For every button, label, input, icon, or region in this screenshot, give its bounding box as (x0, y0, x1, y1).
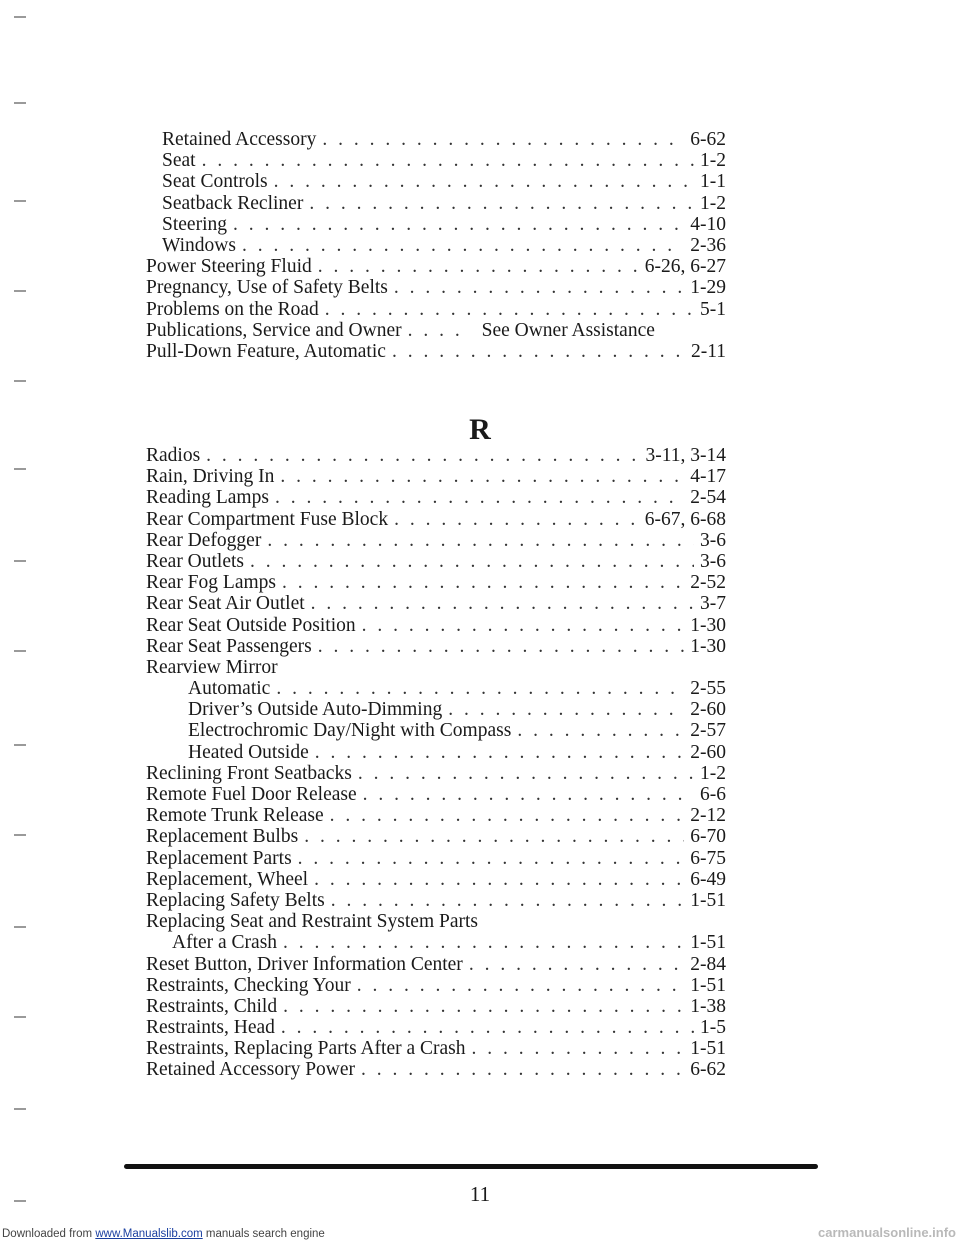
index-entry (146, 1017, 726, 1038)
download-watermark (2, 1228, 325, 1240)
index-entry (146, 299, 726, 320)
index-entry-page: 3-11, 3-14 (645, 445, 726, 466)
index-entry-label: Rear Compartment Fuse Block (146, 508, 389, 530)
index-entry-page: 3-6 (700, 529, 726, 551)
index-entry (146, 784, 726, 805)
index-entry-label: Publications, Service and Owner (146, 319, 402, 341)
index-entry-page: 5-1 (700, 298, 726, 320)
index-entry (146, 572, 726, 593)
dot-leader (408, 320, 468, 341)
scan-tick (14, 744, 26, 746)
index-section-p (146, 129, 726, 362)
index-entry (146, 826, 726, 847)
dot-leader (517, 720, 684, 741)
index-entry-label: Driver’s Outside Auto-Dimming (188, 699, 443, 721)
index-entry-label: Rear Seat Outside Position (146, 614, 356, 636)
index-entry-page: 1-30 (690, 635, 726, 657)
index-entry-page: 1-30 (690, 614, 726, 636)
index-entry-label: Retained Accessory (162, 129, 317, 150)
scan-tick (14, 834, 26, 836)
index-entry-label: Rear Outlets (146, 550, 245, 572)
index-entry (146, 720, 726, 741)
index-entry-page: 1-51 (690, 974, 726, 996)
index-entry (146, 235, 726, 256)
scan-tick (14, 16, 26, 18)
index-entry-label: Electrochromic Day/Night with Compass (188, 720, 512, 742)
index-entry-label: Remote Trunk Release (146, 805, 324, 827)
dot-leader (394, 509, 639, 530)
index-entry-page: 2-36 (690, 234, 726, 256)
dot-leader (281, 1017, 694, 1038)
index-entry-label: Rear Defogger (146, 529, 262, 551)
index-entry-label: Replacing Safety Belts (146, 889, 325, 911)
dot-leader (469, 954, 684, 975)
index-entry (146, 699, 726, 720)
index-entry-label: Steering (162, 213, 227, 235)
dot-leader (304, 826, 684, 847)
index-entry (146, 911, 726, 932)
index-entry-label: Seatback Recliner (162, 192, 304, 214)
index-section-r (146, 445, 726, 1081)
dot-leader (363, 784, 694, 805)
index-entry-label: Automatic (188, 678, 271, 700)
dot-leader (311, 593, 694, 614)
dot-leader (322, 129, 684, 150)
index-entry-page: 1-51 (690, 889, 726, 911)
index-entry-label: Radios (146, 445, 201, 466)
index-entry (146, 805, 726, 826)
dot-leader (283, 932, 684, 953)
footer-rule (124, 1164, 818, 1169)
index-entry (146, 193, 726, 214)
dot-leader (283, 996, 684, 1017)
index-entry-label: Rear Fog Lamps (146, 572, 276, 594)
scan-tick (14, 560, 26, 562)
index-entry-page: See Owner Assistance (481, 319, 655, 341)
index-entry-label: Replacement Bulbs (146, 826, 299, 848)
watermark-prefix: Downloaded from (2, 1228, 96, 1240)
index-entry (146, 932, 726, 953)
dot-leader (330, 805, 685, 826)
dot-leader (274, 171, 694, 192)
dot-leader (394, 277, 684, 298)
index-entry-page: 6-67, 6-68 (644, 508, 726, 530)
index-entry-page: 4-10 (690, 213, 726, 235)
scan-tick (14, 200, 26, 202)
index-entry-page: 1-38 (690, 995, 726, 1017)
index-entry (146, 848, 726, 869)
index-entry (146, 615, 726, 636)
index-entry-label: Reset Button, Driver Information Center (146, 953, 463, 975)
index-entry-page: 1-5 (700, 1017, 726, 1039)
dot-leader (276, 678, 684, 699)
index-entry (146, 150, 726, 171)
index-entry-page: 6-70 (690, 826, 726, 848)
index-entry-page: 1-51 (690, 932, 726, 954)
index-entry (146, 341, 726, 362)
index-entry-page: 1-2 (700, 192, 726, 214)
dot-leader (298, 848, 685, 869)
index-entry-page: 1-2 (700, 150, 726, 172)
index-entry (146, 551, 726, 572)
scan-tick (14, 468, 26, 470)
dot-leader (250, 551, 694, 572)
scan-tick (14, 290, 26, 292)
index-entry-page: 2-57 (690, 720, 726, 742)
index-entry (146, 129, 726, 150)
index-entry (146, 1059, 726, 1080)
index-entry-label: Restraints, Child (146, 995, 278, 1017)
index-entry (146, 214, 726, 235)
watermark-suffix: manuals search engine (202, 1228, 325, 1240)
index-entry-label: Restraints, Replacing Parts After a Crash (146, 1038, 466, 1060)
index-entry-page: 2-11 (690, 340, 726, 362)
index-entry-label: Restraints, Head (146, 1017, 275, 1039)
index-entry-label: After a Crash (172, 932, 278, 954)
index-entry (146, 869, 726, 890)
dot-leader (315, 742, 684, 763)
dot-leader (280, 466, 684, 487)
index-entry-page: 2-84 (690, 953, 726, 975)
index-entry (146, 678, 726, 699)
index-entry (146, 954, 726, 975)
index-entry-page: 3-7 (700, 593, 726, 615)
dot-leader (275, 487, 684, 508)
index-entry-label: Replacement Parts (146, 847, 292, 869)
dot-leader (392, 341, 685, 362)
index-entry (146, 509, 726, 530)
dot-leader (309, 193, 694, 214)
scan-tick (14, 1108, 26, 1110)
index-entry (146, 763, 726, 784)
index-entry-page: 2-60 (690, 741, 726, 763)
index-entry (146, 996, 726, 1017)
dot-leader (357, 975, 685, 996)
index-entry (146, 742, 726, 763)
scan-tick (14, 926, 26, 928)
dot-leader (242, 235, 684, 256)
dot-leader (472, 1038, 685, 1059)
index-entry-page: 6-26, 6-27 (644, 256, 726, 278)
scan-tick (14, 102, 26, 104)
index-entry-label: Replacing Seat and Restraint System Parts (146, 911, 478, 933)
index-entry (146, 657, 726, 678)
index-entry-label: Problems on the Road (146, 298, 319, 320)
index-entry-page: 1-1 (700, 171, 726, 193)
index-entry (146, 975, 726, 996)
dot-leader (314, 869, 684, 890)
index-entry-page: 2-60 (690, 699, 726, 721)
index-entry-page: 6-62 (690, 1059, 726, 1081)
index-entry-page: 4-17 (690, 466, 726, 488)
index-entry (146, 593, 726, 614)
index-entry-page: 6-75 (690, 847, 726, 869)
scan-tick (14, 650, 26, 652)
index-entry-page: 2-55 (690, 678, 726, 700)
manualslib-link[interactable]: www.Manualslib.com (95, 1228, 203, 1240)
index-entry-page: 1-51 (690, 1038, 726, 1060)
index-entry-label: Reclining Front Seatbacks (146, 762, 352, 784)
index-entry (146, 466, 726, 487)
index-entry-page: 2-52 (690, 572, 726, 594)
dot-leader (233, 214, 684, 235)
index-entry-label: Heated Outside (188, 741, 309, 763)
dot-leader (318, 256, 639, 277)
index-entry-label: Remote Fuel Door Release (146, 784, 357, 805)
index-entry-page: 6-6 (700, 784, 726, 805)
index-entry-label: Rain, Driving In (146, 466, 275, 488)
index-entry-page: 1-2 (700, 762, 726, 784)
index-entry (146, 445, 726, 466)
page-number: 11 (469, 1182, 491, 1206)
section-letter-heading: R (469, 413, 491, 446)
index-entry-label: Pull-Down Feature, Automatic (146, 340, 386, 362)
index-entry (146, 256, 726, 277)
index-entry-label: Seat Controls (162, 171, 268, 193)
site-watermark: carmanualsonline.info (818, 1225, 956, 1240)
index-entry-label: Retained Accessory Power (146, 1059, 356, 1081)
index-entry-page: 3-6 (700, 550, 726, 572)
index-entry (146, 530, 726, 551)
index-entry (146, 890, 726, 911)
dot-leader (361, 1059, 684, 1080)
dot-leader (358, 763, 694, 784)
index-entry-label: Replacement, Wheel (146, 868, 309, 890)
dot-leader (448, 699, 684, 720)
index-entry-label: Rearview Mirror (146, 656, 278, 678)
index-entry-label: Windows (162, 234, 236, 256)
dot-leader (202, 150, 694, 171)
scan-tick (14, 1016, 26, 1018)
index-entry-label: Pregnancy, Use of Safety Belts (146, 277, 388, 299)
index-entry-page: 1-29 (690, 277, 726, 299)
index-entry-label: Reading Lamps (146, 487, 269, 509)
index-entry (146, 487, 726, 508)
dot-leader (325, 299, 694, 320)
scan-tick (14, 380, 26, 382)
dot-leader (206, 445, 639, 466)
dot-leader (318, 636, 685, 657)
index-entry-label: Seat (162, 150, 196, 172)
dot-leader (331, 890, 685, 911)
index-entry-label: Rear Seat Passengers (146, 635, 312, 657)
index-entry-page: 6-49 (690, 868, 726, 890)
index-entry-label: Power Steering Fluid (146, 256, 312, 278)
dot-leader (282, 572, 684, 593)
index-entry-page: 2-12 (690, 805, 726, 827)
index-entry (146, 277, 726, 298)
index-entry-page: 2-54 (690, 487, 726, 509)
dot-leader (362, 615, 685, 636)
index-entry-page: 6-62 (690, 129, 726, 150)
index-entry (146, 171, 726, 192)
index-entry (146, 320, 726, 341)
dot-leader (267, 530, 694, 551)
index-entry (146, 1038, 726, 1059)
scan-edge-marks (0, 0, 30, 1242)
index-entry (146, 636, 726, 657)
index-entry-label: Rear Seat Air Outlet (146, 593, 305, 615)
index-entry-label: Restraints, Checking Your (146, 974, 351, 996)
